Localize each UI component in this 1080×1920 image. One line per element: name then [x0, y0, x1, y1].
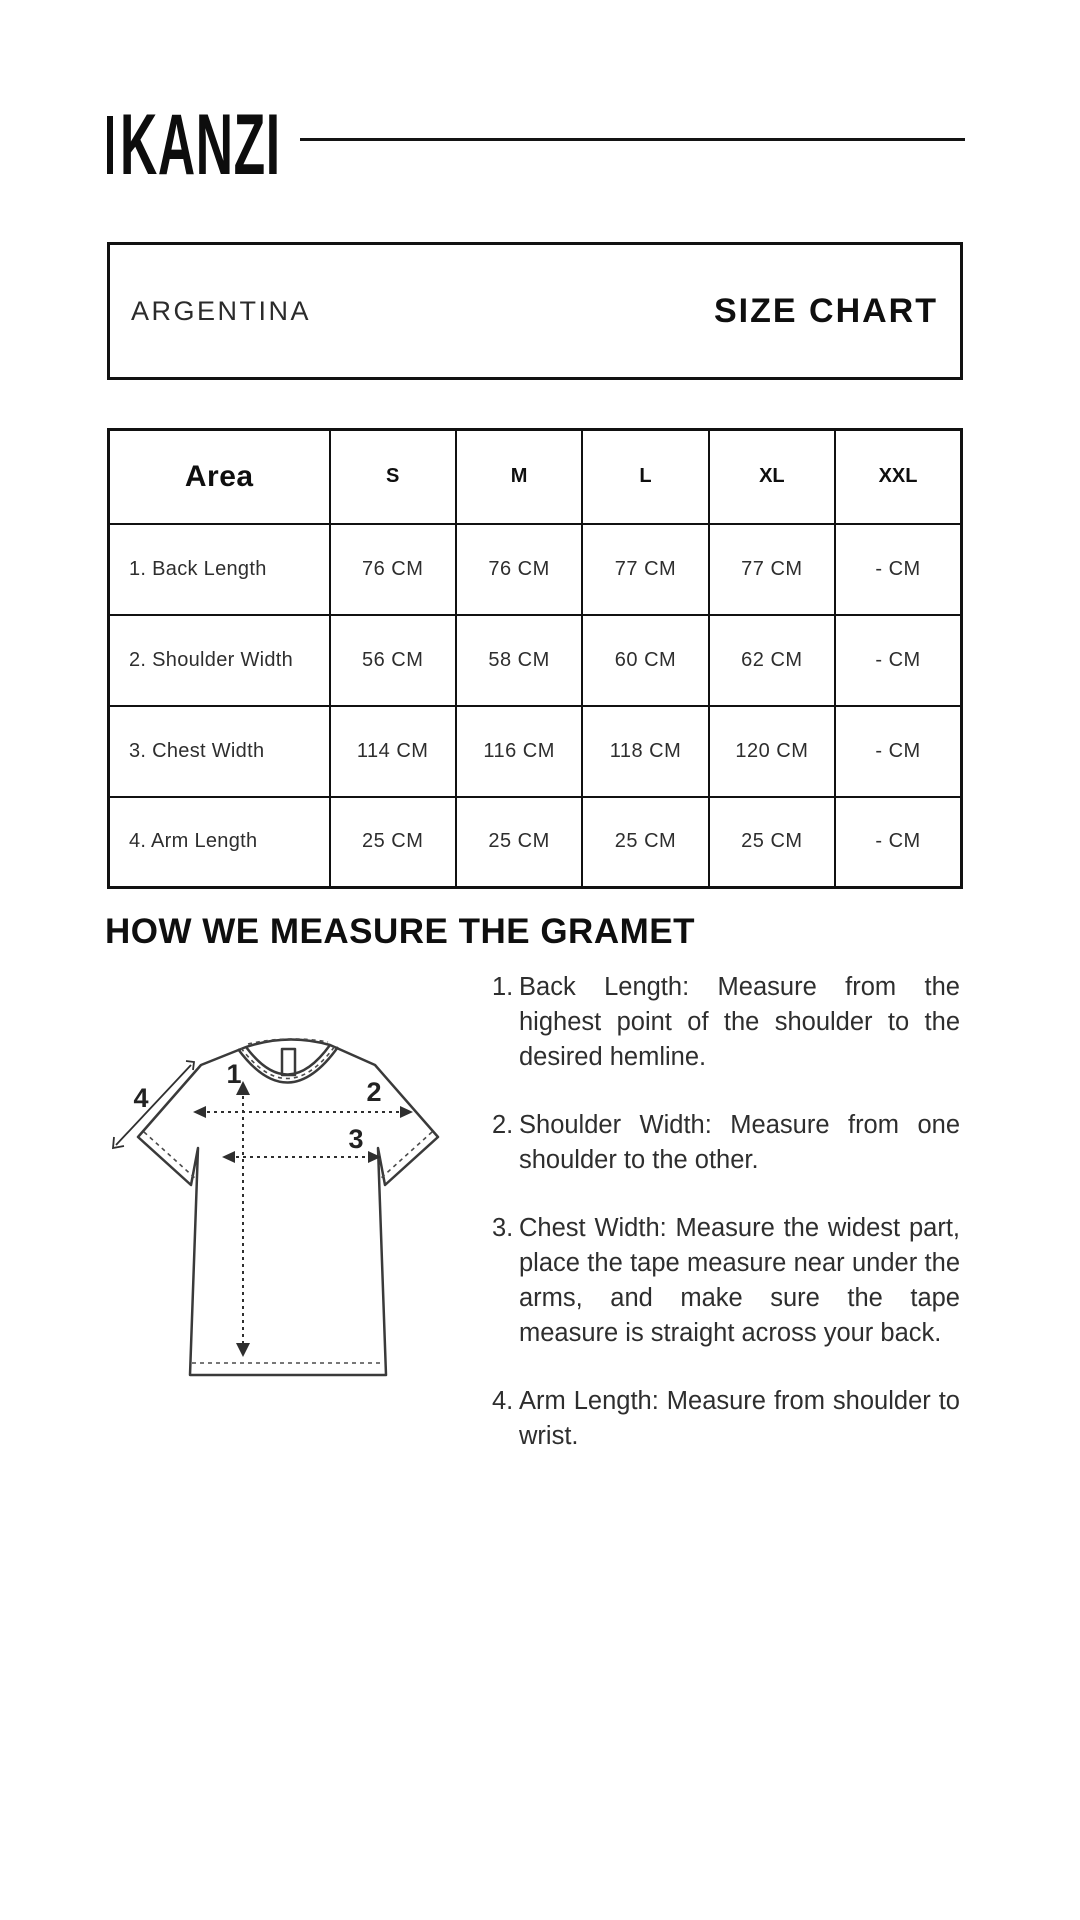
value-cell: 76 CM — [456, 524, 582, 615]
column-header-xxl: XXL — [835, 430, 961, 524]
neck-tag — [282, 1049, 295, 1075]
right-sleeve-stitch — [380, 1132, 432, 1179]
diagram-label-arm-length: 4 — [133, 1083, 149, 1113]
tshirt-diagram-svg — [98, 985, 478, 1415]
measure-arrow-arm-length — [116, 1065, 191, 1145]
list-item — [492, 1211, 960, 1351]
value-cell: 60 CM — [582, 615, 708, 706]
arrowhead-left-icon — [193, 1106, 206, 1118]
value-cell: 77 CM — [709, 524, 835, 615]
value-cell: - CM — [835, 706, 961, 797]
page-title: SIZE CHART — [714, 291, 938, 330]
size-table — [107, 428, 963, 889]
logo-text: KANZI — [120, 97, 281, 193]
diagram-label-chest-width: 3 — [348, 1124, 364, 1154]
table-row-back-length — [109, 524, 962, 615]
arrowhead-down-icon — [236, 1343, 250, 1357]
list-item-text: Arm Length: Measure from shoulder to wrist. — [519, 1387, 960, 1450]
list-item-text: Shoulder Width: Measure from one shoulder to the other. — [519, 1111, 960, 1174]
region-title-box — [107, 242, 963, 380]
value-cell: 25 CM — [582, 797, 708, 888]
column-header-area: Area — [109, 430, 330, 524]
tshirt-outline — [138, 1039, 438, 1375]
diagram-label-shoulder-width: 2 — [366, 1077, 382, 1107]
column-header-l: L — [582, 430, 708, 524]
value-cell: 77 CM — [582, 524, 708, 615]
list-item-number: 3. — [492, 1214, 514, 1242]
column-header-m: M — [456, 430, 582, 524]
value-cell: 114 CM — [330, 706, 456, 797]
list-item-number: 2. — [492, 1111, 514, 1139]
brand-logo — [107, 97, 388, 193]
logo-divider-line — [300, 138, 965, 141]
table-row-shoulder-width — [109, 615, 962, 706]
area-cell: 1. Back Length — [109, 524, 330, 615]
logo-bar-icon — [107, 116, 113, 174]
value-cell: - CM — [835, 524, 961, 615]
list-item-text: Chest Width: Measure the widest part, place the tape measure near under the arms, and make sure the tape measure is straight across your back. — [519, 1214, 960, 1347]
area-cell: 3. Chest Width — [109, 706, 330, 797]
value-cell: 118 CM — [582, 706, 708, 797]
list-item-number: 1. — [492, 973, 514, 1001]
list-item-number: 4. — [492, 1387, 514, 1415]
value-cell: - CM — [835, 615, 961, 706]
value-cell: 62 CM — [709, 615, 835, 706]
list-item — [492, 1108, 960, 1178]
brand-header — [107, 97, 965, 193]
region-label: ARGENTINA — [131, 295, 312, 326]
value-cell: 116 CM — [456, 706, 582, 797]
value-cell: 25 CM — [330, 797, 456, 888]
value-cell: 25 CM — [709, 797, 835, 888]
column-header-s: S — [330, 430, 456, 524]
list-item-text: Back Length: Measure from the highest point of the shoulder to the desired hemline. — [519, 973, 960, 1071]
value-cell: 120 CM — [709, 706, 835, 797]
tshirt-diagram — [98, 985, 478, 1415]
area-cell: 4. Arm Length — [109, 797, 330, 888]
left-sleeve-stitch — [144, 1132, 196, 1179]
value-cell: 76 CM — [330, 524, 456, 615]
section-heading: HOW WE MEASURE THE GRAMET — [105, 912, 695, 951]
list-item — [492, 970, 960, 1075]
value-cell: 58 CM — [456, 615, 582, 706]
value-cell: 56 CM — [330, 615, 456, 706]
value-cell: 25 CM — [456, 797, 582, 888]
table-row-chest-width — [109, 706, 962, 797]
measure-instructions-list — [492, 970, 960, 1454]
list-item — [492, 1384, 960, 1454]
diagram-label-back-length: 1 — [226, 1059, 242, 1089]
size-table-header-row — [109, 430, 962, 524]
area-cell: 2. Shoulder Width — [109, 615, 330, 706]
column-header-xl: XL — [709, 430, 835, 524]
arrowhead-left-icon — [222, 1151, 235, 1163]
value-cell: - CM — [835, 797, 961, 888]
table-row-arm-length — [109, 797, 962, 888]
